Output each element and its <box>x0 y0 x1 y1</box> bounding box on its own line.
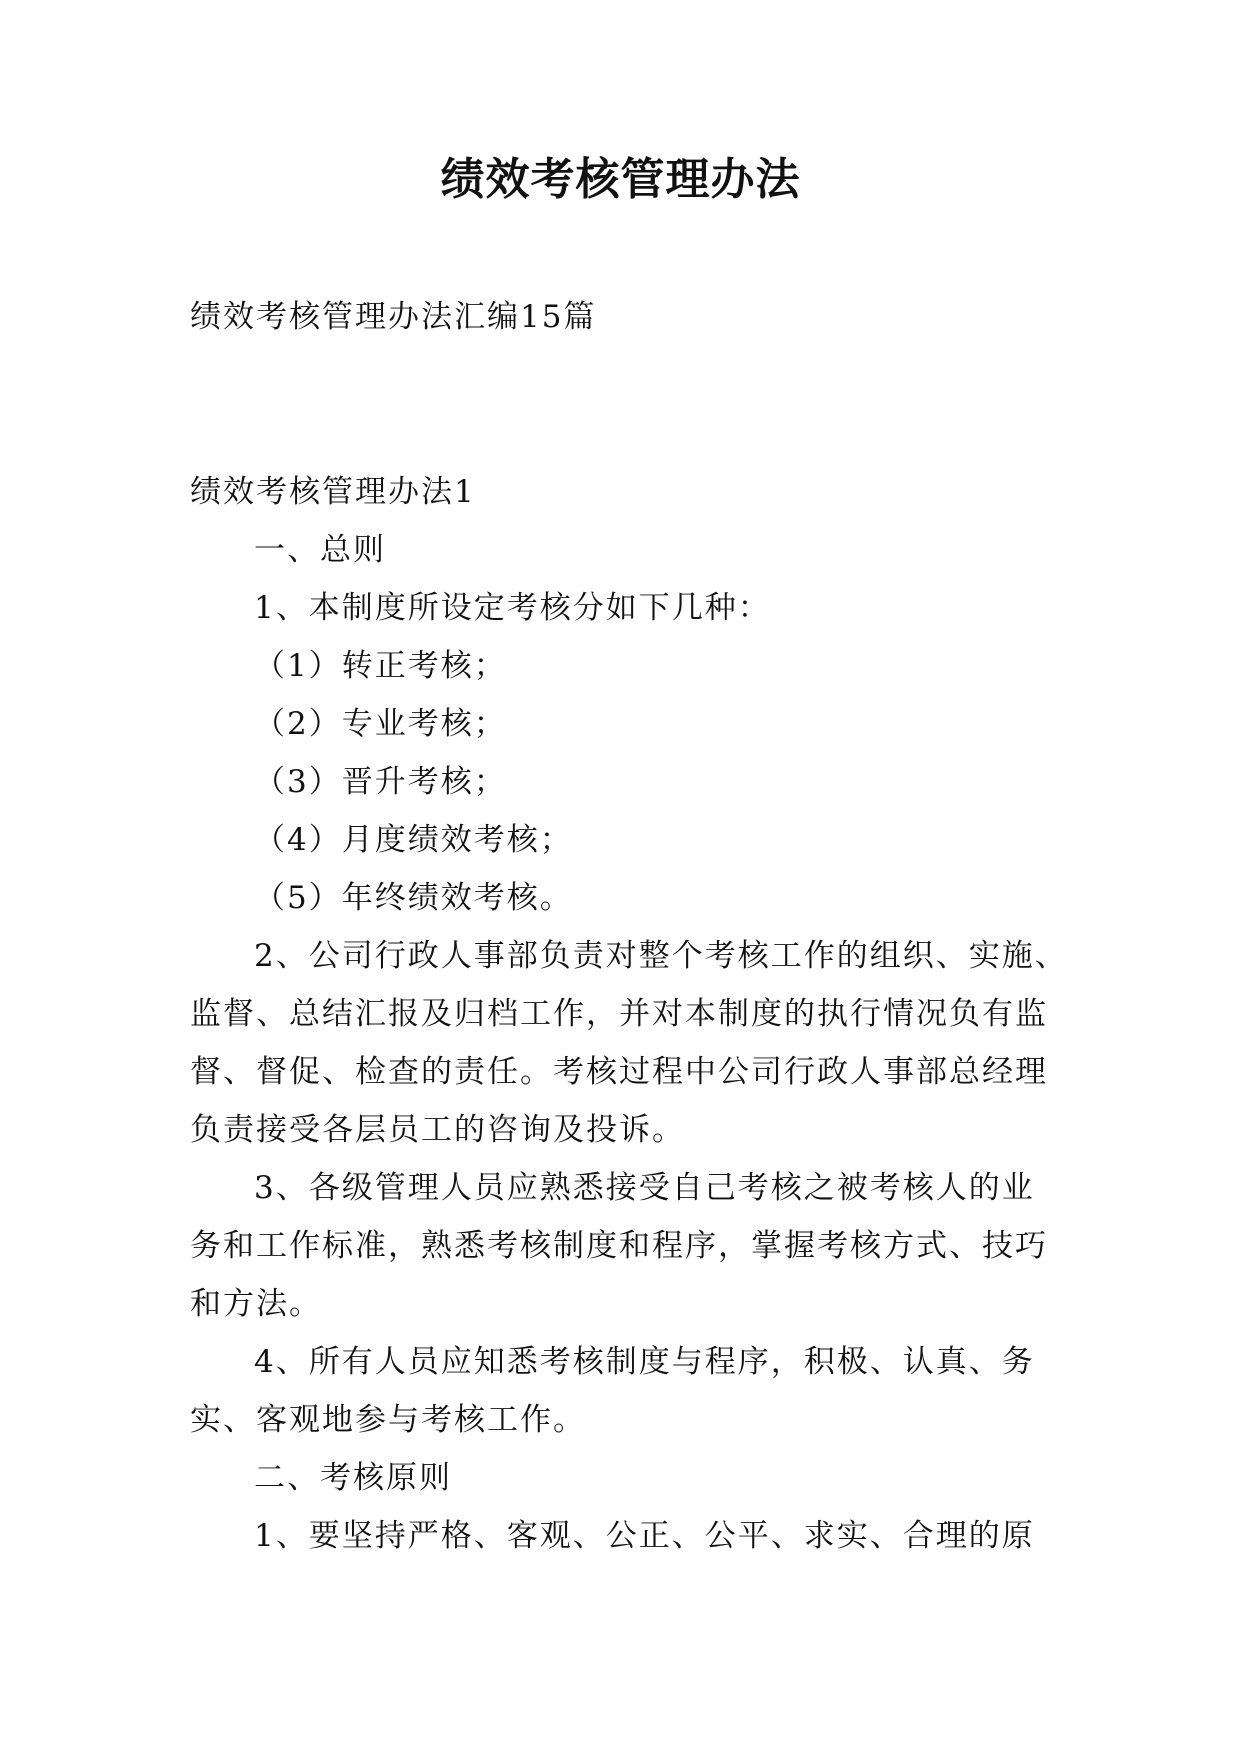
list-item: （4）月度绩效考核； <box>254 822 573 858</box>
chapter-heading: 一、总则 <box>254 532 386 568</box>
document-subtitle: 绩效考核管理办法汇编15篇 <box>190 299 597 335</box>
paragraph-line: 负责接受各层员工的咨询及投诉。 <box>190 1112 685 1148</box>
paragraph-line: 3、各级管理人员应熟悉接受自己考核之被考核人的业 <box>254 1170 1035 1206</box>
list-item: （3）晋升考核； <box>254 764 507 800</box>
section-heading: 绩效考核管理办法1 <box>190 474 476 510</box>
list-item: （1）转正考核； <box>254 648 507 684</box>
paragraph-line: 1、要坚持严格、客观、公正、公平、求实、合理的原 <box>254 1518 1035 1554</box>
paragraph-line: 和方法。 <box>190 1286 322 1322</box>
paragraph-line: 监督、总结汇报及归档工作，并对本制度的执行情况负有监 <box>190 996 1048 1032</box>
paragraph-line: 4、所有人员应知悉考核制度与程序，积极、认真、务 <box>254 1344 1035 1380</box>
paragraph-line: 督、督促、检查的责任。考核过程中公司行政人事部总经理 <box>190 1054 1048 1090</box>
paragraph-line: 2、公司行政人事部负责对整个考核工作的组织、实施、 <box>254 938 1068 974</box>
paragraph-line: 实、客观地参与考核工作。 <box>190 1402 586 1438</box>
list-item: （2）专业考核； <box>254 706 507 742</box>
paragraph-line: 务和工作标准，熟悉考核制度和程序，掌握考核方式、技巧 <box>190 1228 1048 1264</box>
paragraph-line: 1、本制度所设定考核分如下几种： <box>254 590 771 626</box>
page-title: 绩效考核管理办法 <box>440 154 801 205</box>
chapter-heading: 二、考核原则 <box>254 1460 452 1496</box>
list-item: （5）年终绩效考核。 <box>254 880 573 916</box>
